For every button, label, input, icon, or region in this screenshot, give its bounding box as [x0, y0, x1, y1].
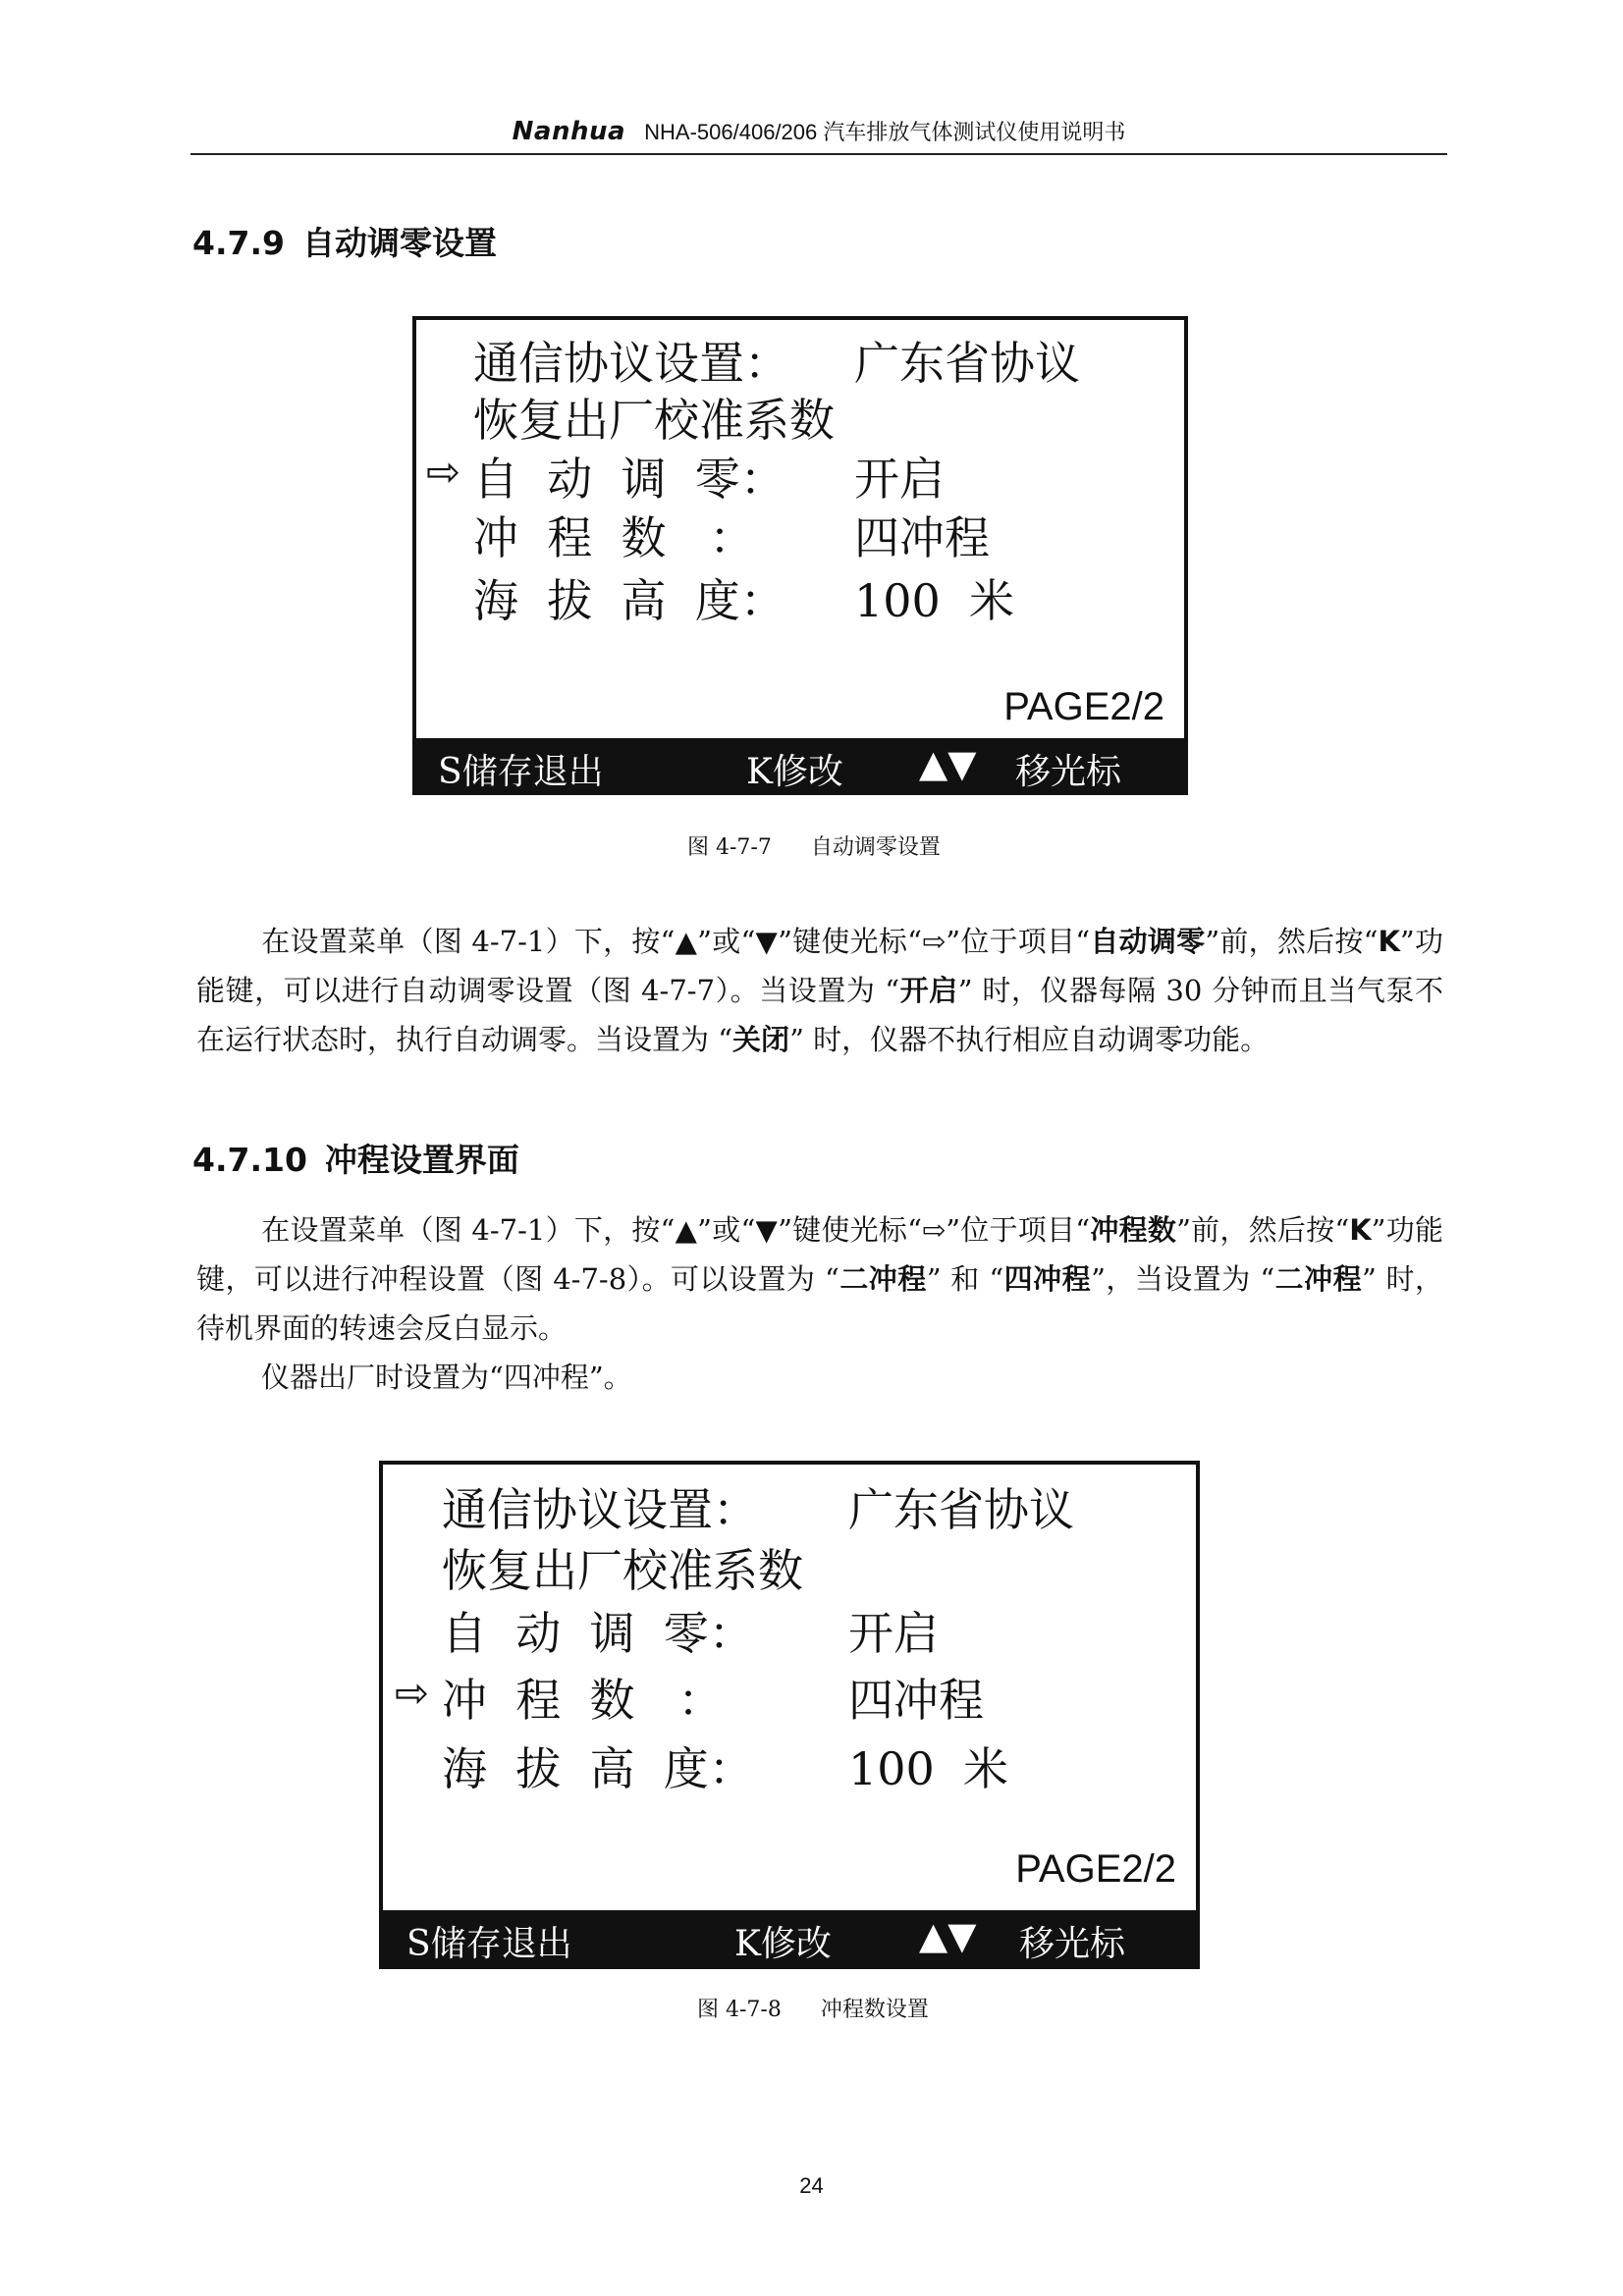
text-run: ” 时，待机界面的转速会反白显示。	[196, 1262, 1444, 1345]
move-cursor-hint: 移光标	[1019, 1924, 1126, 1964]
lcd-screen-fig-4-7-7	[412, 316, 1188, 795]
page-indicator: PAGE2/2	[1003, 685, 1164, 728]
lcd-row-value: 100 米	[854, 574, 1015, 627]
section-heading-4710	[192, 1135, 519, 1181]
lcd-row-label: 海 拔 高 度：	[473, 574, 785, 627]
text-run: ”功能键，可以进行自动调零设置（图 4-7-7）。当设置为 “	[196, 925, 1443, 1007]
brand-logo: Nanhua	[512, 117, 626, 146]
text-run: 在设置菜单（图 4-7-1）下，按“▲”或“▼”键使光标“⇨”位于项目“	[261, 925, 1091, 958]
section-title: 自动调零设置	[301, 224, 497, 262]
caption-number: 图 4-7-8	[697, 1998, 782, 2022]
bold-term: 冲程数	[1090, 1213, 1177, 1247]
text-run: ”功能键，可以进行冲程设置（图 4-7-8）。可以设置为 “	[196, 1213, 1443, 1296]
lcd-row-label: 恢复出厂校准系数	[442, 1544, 803, 1597]
lcd-row-label: 海 拔 高 度：	[442, 1742, 754, 1795]
lcd-row-label: 通信协议设置：	[473, 337, 789, 390]
text-run: ”前，然后按“	[1205, 925, 1379, 958]
cursor-arrow-icon: ⇨	[426, 448, 461, 496]
lcd-row-label: 通信协议设置：	[442, 1483, 758, 1536]
lcd-row-label: 自 动 调 零：	[473, 453, 785, 506]
bold-term: 二冲程	[1274, 1262, 1363, 1296]
lcd-row-value: 广东省协议	[848, 1483, 1074, 1536]
figure-caption-4-7-8	[697, 1993, 929, 2023]
bold-term: 自动调零	[1090, 925, 1206, 958]
paragraph-stroke	[196, 1205, 1443, 1353]
text-run: 仪器出厂时设置为“四冲程”。	[261, 1361, 632, 1394]
document-title: NHA-506/406/206 汽车排放气体测试仪使用说明书	[644, 120, 1126, 144]
lcd-row-label: 冲 程 数 ：	[473, 511, 755, 564]
lcd-screen-fig-4-7-8	[379, 1461, 1200, 1969]
lcd-row-label: 冲 程 数 ：	[442, 1674, 724, 1727]
caption-number: 图 4-7-7	[687, 835, 772, 860]
lcd-row-value: 开启	[848, 1607, 939, 1660]
lcd-row-value: 100 米	[848, 1742, 1009, 1795]
page-indicator: PAGE2/2	[1015, 1847, 1176, 1891]
caption-text: 冲程数设置	[820, 1998, 929, 2022]
paragraph-auto-zero	[196, 917, 1443, 1064]
text-run: ”，当设置为 “	[1091, 1262, 1275, 1296]
bold-term: 关闭	[732, 1023, 790, 1056]
lcd-row-label: 恢复出厂校准系数	[473, 394, 835, 447]
page-number: 24	[799, 2173, 824, 2198]
lcd-footer-bar	[416, 738, 1184, 791]
section-number: 4.7.10	[192, 1141, 307, 1179]
section-heading-479	[192, 218, 497, 264]
lcd-row-value: 四冲程	[854, 511, 990, 564]
up-down-arrows-icon: ▲▼	[919, 742, 977, 785]
bold-term: 开启	[899, 974, 958, 1007]
text-run: ” 时，仪器不执行相应自动调零功能。	[789, 1023, 1270, 1056]
lcd-row-value: 广东省协议	[854, 337, 1080, 390]
text-run: ”前，然后按“	[1176, 1213, 1350, 1247]
lcd-row-label: 自 动 调 零：	[442, 1607, 754, 1660]
bold-term: K	[1349, 1213, 1372, 1247]
text-run: ” 和 “	[926, 1262, 1004, 1296]
section-number: 4.7.9	[192, 224, 285, 262]
move-cursor-hint: 移光标	[1015, 752, 1122, 792]
bold-term: 二冲程	[839, 1262, 927, 1296]
caption-text: 自动调零设置	[810, 835, 941, 860]
bold-term: K	[1378, 925, 1400, 958]
lcd-row-value: 开启	[854, 453, 945, 506]
bold-term: 四冲程	[1003, 1262, 1092, 1296]
lcd-row-value: 四冲程	[848, 1674, 984, 1727]
lcd-footer-bar	[383, 1910, 1196, 1965]
save-exit-hint: S储存退出	[438, 752, 604, 792]
up-down-arrows-icon: ▲▼	[919, 1914, 977, 1957]
modify-hint: K修改	[746, 752, 843, 792]
section-title: 冲程设置界面	[324, 1141, 519, 1179]
cursor-arrow-icon: ⇨	[395, 1669, 430, 1717]
paragraph-factory-default	[196, 1353, 1443, 1402]
modify-hint: K修改	[734, 1924, 832, 1964]
page-header	[190, 116, 1447, 155]
save-exit-hint: S储存退出	[406, 1924, 572, 1964]
text-run: 在设置菜单（图 4-7-1）下，按“▲”或“▼”键使光标“⇨”位于项目“	[261, 1213, 1091, 1247]
text-run: ” 时，仪器每隔 30 分钟而且当气泵不在运行状态时，执行自动调零。当设置为 “	[196, 974, 1443, 1056]
figure-caption-4-7-7	[687, 830, 941, 861]
